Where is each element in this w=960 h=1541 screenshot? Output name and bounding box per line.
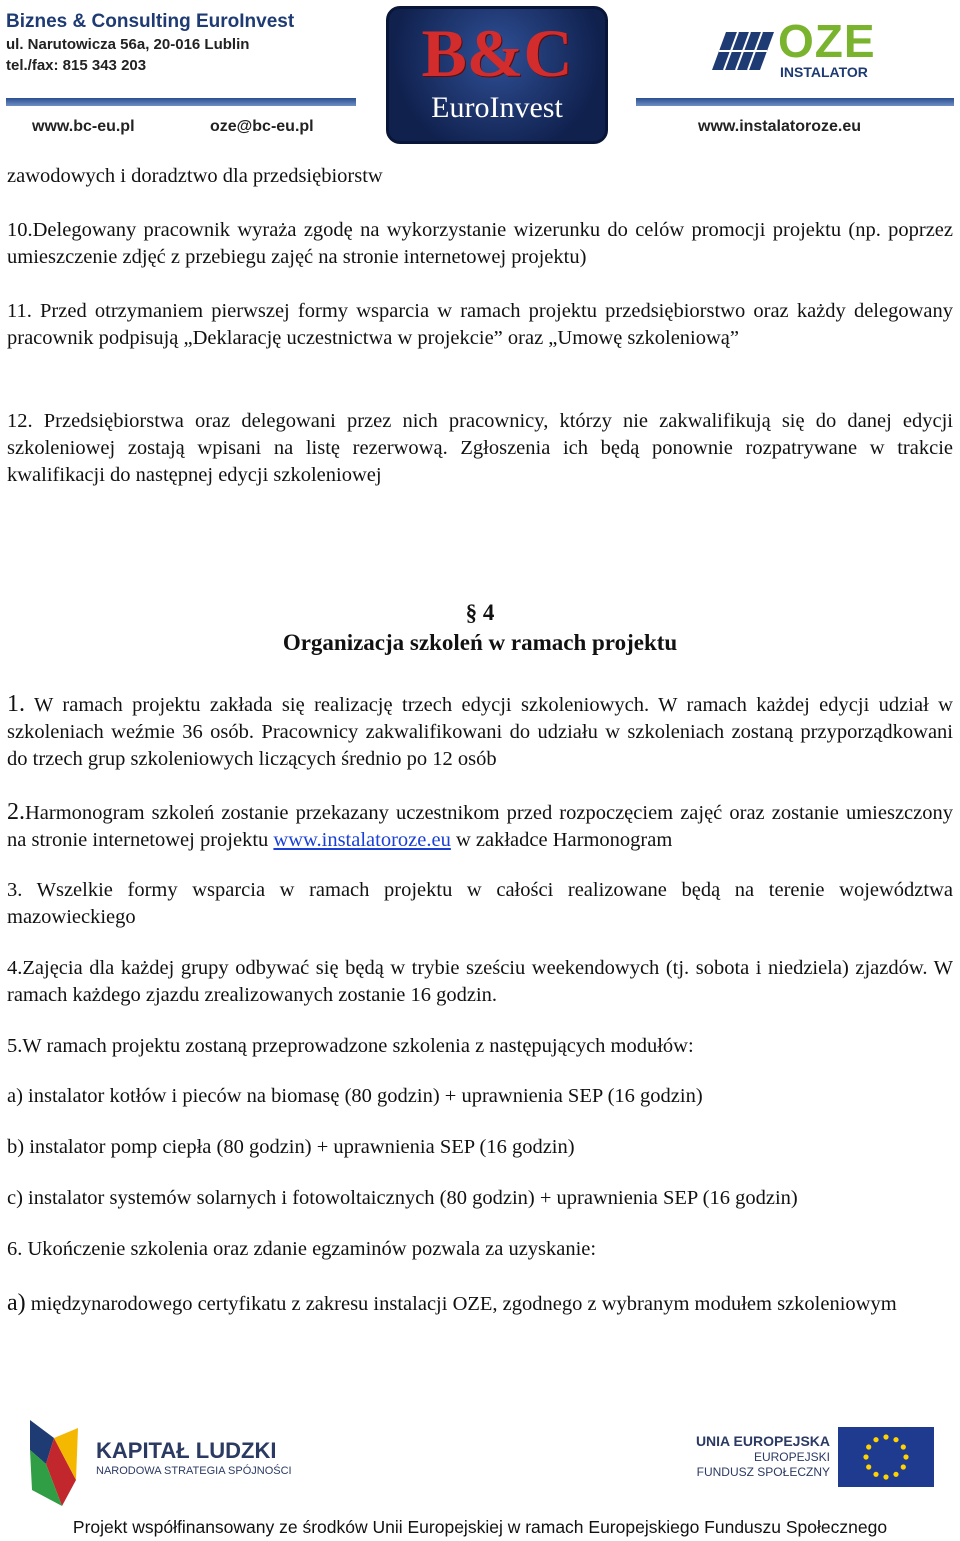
item-2 [7, 799, 953, 854]
oze-logo-title: OZE [778, 15, 876, 67]
item-1-number: 1. [7, 691, 25, 717]
header-website[interactable]: www.bc-eu.pl [32, 118, 135, 135]
paragraph-11: 11. Przed otrzymaniem pierwszej formy wsparcia w ramach projektu przedsiębiorstwo oraz każdy delegowany pracownik podpisują „Deklarację uczestnictwa w projekcie” oraz „Umowę szkoleniową” [7, 300, 953, 349]
eu-flag-icon [838, 1427, 934, 1487]
company-name: Biznes & Consulting EuroInvest [6, 11, 295, 32]
item-4: 4.Zajęcia dla każdej grupy odbywać się będą w trybie sześciu weekendowych (tj. sobota i niedziela) zjazdów. W ramach każdego zjazdu zrealizowanych zostanie 16 godzin. [7, 957, 953, 1006]
paragraph-intro: zawodowych i doradztwo dla przedsiębiorstw [7, 165, 383, 187]
section-number: § 4 [465, 600, 495, 625]
item-6a-text: międzynarodowego certyfikatu z zakresu instalacji OZE, zgodnego z wybranym modułem szkoleniowym [25, 1293, 897, 1315]
header-right-website[interactable]: www.instalatoroze.eu [698, 118, 861, 135]
header-contact-block [6, 10, 358, 76]
item-2-text-a: Harmonogram szkoleń zostanie przekazany uczestnikom przed rozpoczęciem zajęć oraz zostanie umieszczony na stronie internetowej projektu [7, 802, 953, 851]
item-5a: a) instalator kotłów i pieców na biomasę (80 godzin) + uprawnienia SEP (16 godzin) [7, 1085, 703, 1107]
eu-line-3: FUNDUSZ SPOŁECZNY [696, 1465, 830, 1479]
eu-line-2: EUROPEJSKI [753, 1450, 830, 1464]
kapital-ludzki-title: KAPITAŁ LUDZKI [96, 1438, 277, 1463]
project-website-link[interactable]: www.instalatoroze.eu [273, 829, 451, 851]
item-5b: b) instalator pomp ciepła (80 godzin) + uprawnienia SEP (16 godzin) [7, 1136, 575, 1158]
company-address: ul. Narutowicza 56a, 20-016 Lublin [6, 36, 250, 53]
bc-euroinvest-logo [386, 6, 608, 144]
item-6a [7, 1290, 953, 1318]
item-2-text-b: w zakładce Harmonogram [450, 829, 673, 851]
item-3: 3. Wszelkie formy wsparcia w ramach projektu w całości realizowane będą na terenie województwa mazowieckiego [7, 879, 953, 928]
item-1 [7, 691, 953, 773]
company-phone: tel./fax: 815 343 203 [6, 57, 147, 74]
item-1-text: W ramach projektu zakłada się realizację trzech edycji szkoleniowych. W ramach każdej edycji udział w szkoleniach weźmie 36 osób. Pracownicy zakwalifikowani do udziału w szkoleniach zostaną przyporządkowani do trzech grup szkoleniowych liczących średnio po 12 osób [7, 694, 953, 770]
item-2-number: 2. [7, 799, 25, 825]
funding-statement: Projekt współfinansowany ze środków Unii Europejskiej w ramach Europejskiego Funduszu Społecznego [72, 1517, 888, 1537]
header-bar-left [6, 98, 356, 106]
item-5c: c) instalator systemów solarnych i fotowoltaicznych (80 godzin) + uprawnienia SEP (16 godzin) [7, 1187, 798, 1209]
kapital-ludzki-subtitle: NARODOWA STRATEGIA SPÓJNOŚCI [96, 1465, 292, 1477]
header-email[interactable]: oze@bc-eu.pl [210, 118, 314, 135]
kapital-ludzki-emblem-icon [26, 1420, 82, 1506]
logo-main-text: B&C [421, 15, 573, 91]
logo-sub-text: EuroInvest [431, 91, 563, 124]
header-bar-right [636, 98, 954, 106]
section-title: Organizacja szkoleń w ramach projektu [282, 630, 678, 655]
oze-logo-subtitle: INSTALATOR [780, 64, 868, 80]
oze-instalator-logo [778, 15, 918, 80]
paragraph-10: 10.Delegowany pracownik wyraża zgodę na wykorzystanie wizerunku do celów promocji projektu (np. poprzez umieszczenie zdjęć z przebiegu zajęć na stronie internetowej projektu) [7, 219, 953, 268]
item-5: 5.W ramach projektu zostaną przeprowadzone szkolenia z następujących modułów: [7, 1035, 694, 1057]
item-6: 6. Ukończenie szkolenia oraz zdanie egzaminów pozwala za uzyskanie: [7, 1238, 597, 1260]
paragraph-12: 12. Przedsiębiorstwa oraz delegowani przez nich pracownicy, którzy nie zakwalifikują się do danej edycji szkoleniowej zostają wpisani na listę rezerwową. Zgłoszenia ich będą ponownie rozpatrywane w trakcie kwalifikacji do następnej edycji szkoleniowej [7, 410, 953, 486]
kapital-ludzki-logo [96, 1438, 292, 1478]
eu-title: UNIA EUROPEJSKA [695, 1433, 830, 1449]
item-6a-letter: a) [7, 1290, 26, 1316]
eu-logo-text [690, 1432, 830, 1480]
solar-panel-icon [706, 26, 776, 74]
